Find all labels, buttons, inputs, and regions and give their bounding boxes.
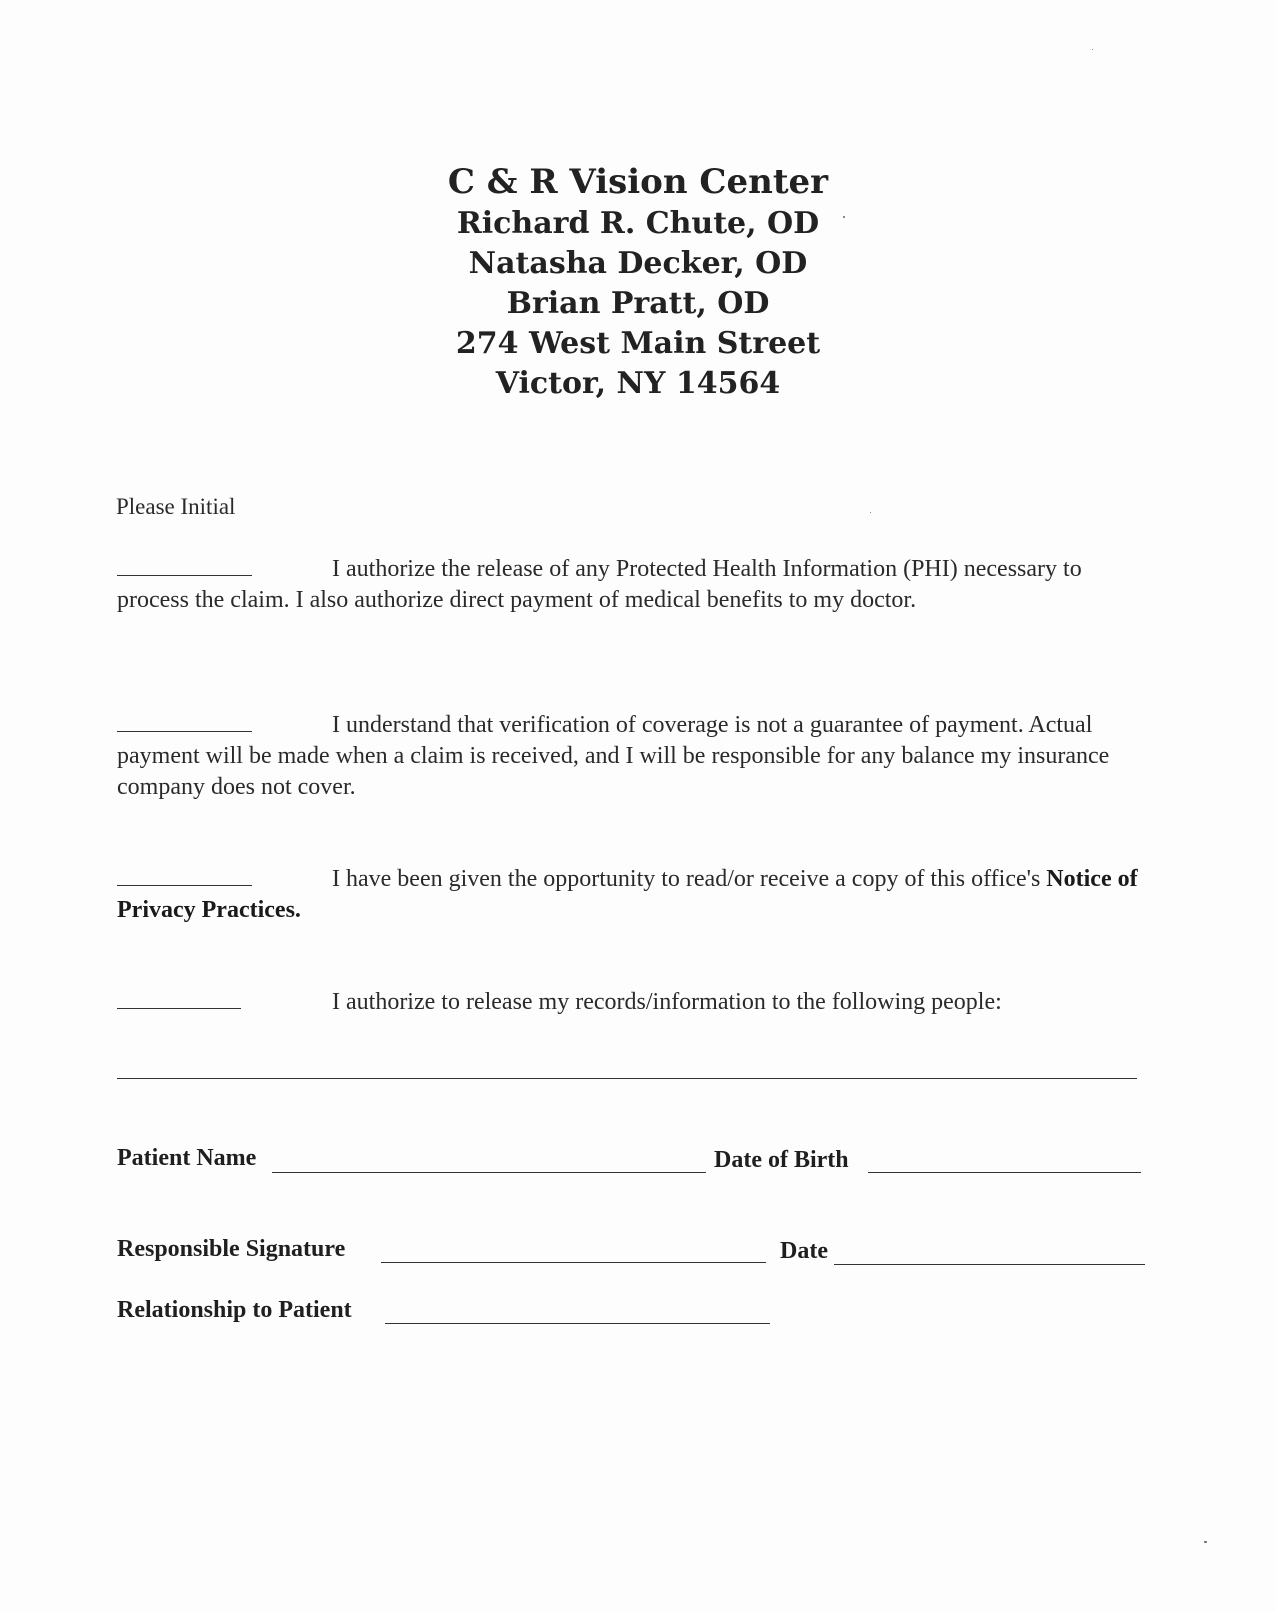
- statement-text: I authorize the release of any Protected Health Information (PHI) necessary to process the claim. I also authorize direct payment of medical benefits to my doctor.: [117, 556, 1082, 613]
- city-state-zip: Victor, NY 14564: [495, 366, 781, 401]
- date-of-birth-line[interactable]: [868, 1172, 1141, 1173]
- date-of-birth-label: Date of Birth: [714, 1147, 849, 1173]
- scan-speck: [1092, 49, 1093, 50]
- statement-records-release: [117, 986, 1147, 1018]
- relationship-label: Relationship to Patient: [117, 1297, 352, 1323]
- responsible-signature-line[interactable]: [381, 1262, 766, 1263]
- initial-line-phi[interactable]: [117, 553, 252, 576]
- release-recipients-line[interactable]: [117, 1078, 1137, 1079]
- statement-coverage: [117, 709, 1147, 803]
- statement-text: I authorize to release my records/information to the following people:: [332, 989, 1002, 1015]
- date-line[interactable]: [834, 1264, 1145, 1265]
- scan-speck: [1204, 1541, 1207, 1543]
- patient-name-label: Patient Name: [117, 1145, 257, 1171]
- doctor-name-3: Brian Pratt, OD: [506, 286, 770, 321]
- scan-speck: [870, 512, 871, 513]
- doctor-name-1: Richard R. Chute, OD: [456, 206, 820, 241]
- street-address: 274 West Main Street: [455, 326, 821, 361]
- initial-line-coverage[interactable]: [117, 709, 252, 732]
- statement-text: I have been given the opportunity to read/or receive a copy of this office's: [332, 866, 1047, 892]
- patient-name-line[interactable]: [272, 1172, 706, 1173]
- doctor-name-2: Natasha Decker, OD: [468, 246, 808, 281]
- practice-name: C & R Vision Center: [447, 162, 829, 202]
- date-label: Date: [780, 1238, 828, 1264]
- initial-line-privacy[interactable]: [117, 863, 252, 886]
- scan-speck: [843, 216, 845, 218]
- statement-phi-release: [117, 553, 1147, 616]
- statement-privacy-notice: [117, 863, 1147, 926]
- letterhead: [0, 160, 1276, 404]
- privacy-notice-title: Notice of Privacy Practices.: [117, 866, 1138, 923]
- relationship-line[interactable]: [385, 1323, 770, 1324]
- instruction-label: Please Initial: [116, 494, 236, 519]
- statement-text: I understand that verification of coverage is not a guarantee of payment. Actual payment will be made when a claim is received, and I will be responsible for any balance my insurance company does not cover.: [117, 712, 1110, 800]
- responsible-signature-label: Responsible Signature: [117, 1236, 346, 1262]
- initial-line-records[interactable]: [117, 986, 241, 1009]
